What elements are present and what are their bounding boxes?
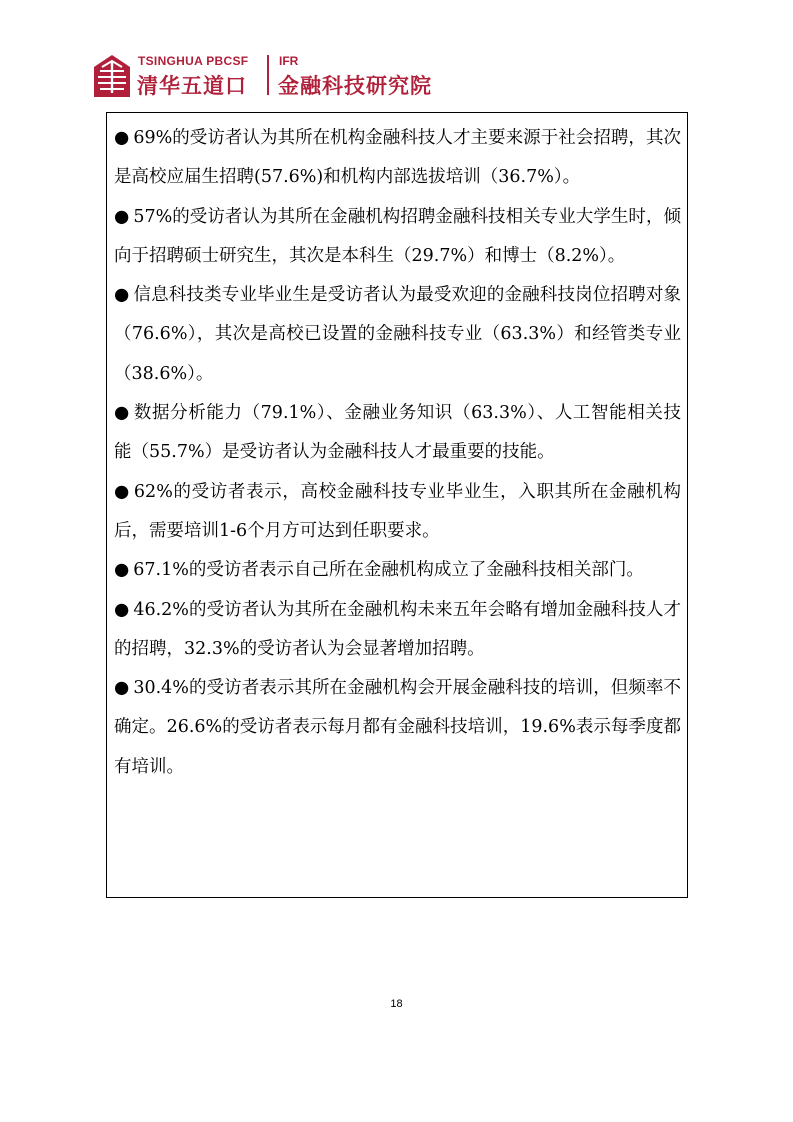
bullet-icon: ● <box>114 403 130 424</box>
page-number: 18 <box>390 998 403 1010</box>
brand-english: TSINGHUA PBCSF <box>138 54 249 68</box>
finding-text: 信息科技类专业毕业生是受访者认为最受欢迎的金融科技岗位招聘对象（76.6%），其次是高校已设置的金融科技专业（63.3%）和经管类专业（38.6%）。 <box>114 285 682 384</box>
finding-item <box>114 394 681 473</box>
bullet-icon: ● <box>114 560 130 581</box>
finding-text: 57%的受访者认为其所在金融机构招聘金融科技相关专业大学生时，倾向于招聘硕士研究生，其次是本科生（29.7%）和博士（8.2%）。 <box>114 206 681 266</box>
ifr-english: IFR <box>279 54 299 68</box>
finding-item <box>114 669 681 787</box>
finding-text: 67.1%的受访者表示自己所在金融机构成立了金融科技相关部门。 <box>133 560 644 581</box>
brand-chinese: 清华五道口 <box>137 74 247 98</box>
finding-text: 46.2%的受访者认为其所在金融机构未来五年会略有增加金融科技人才的招聘，32.3%的受访者认为会显著增加招聘。 <box>114 599 681 659</box>
finding-item <box>114 591 681 670</box>
findings-box <box>106 112 688 898</box>
header-divider <box>267 55 269 95</box>
finding-text: 62%的受访者表示，高校金融科技专业毕业生，入职其所在金融机构后，需要培训1-6个月方可达到任职要求。 <box>114 481 681 541</box>
finding-item <box>114 198 681 277</box>
page-header <box>92 52 452 100</box>
ifr-chinese: 金融科技研究院 <box>278 74 432 98</box>
finding-text: 69%的受访者认为其所在机构金融科技人才主要来源于社会招聘，其次是高校应届生招聘(57.6%)和机构内部选拔培训（36.7%）。 <box>114 128 681 188</box>
finding-item <box>114 473 681 552</box>
bullet-icon: ● <box>114 599 130 620</box>
tsinghua-pbcsf-logo-icon <box>92 54 132 98</box>
finding-item <box>114 119 681 198</box>
bullet-icon: ● <box>114 128 130 148</box>
bullet-icon: ● <box>114 678 130 699</box>
finding-item <box>114 551 681 590</box>
bullet-icon: ● <box>114 481 130 502</box>
finding-item <box>114 276 681 394</box>
bullet-icon: ● <box>114 206 130 227</box>
finding-text: 数据分析能力（79.1%）、金融业务知识（63.3%）、人工智能相关技能（55.7%）是受访者认为金融科技人才最重要的技能。 <box>114 403 681 463</box>
bullet-icon: ● <box>114 285 130 306</box>
finding-text: 30.4%的受访者表示其所在金融机构会开展金融科技的培训，但频率不确定。26.6%的受访者表示每月都有金融科技培训，19.6%表示每季度都有培训。 <box>114 678 681 777</box>
